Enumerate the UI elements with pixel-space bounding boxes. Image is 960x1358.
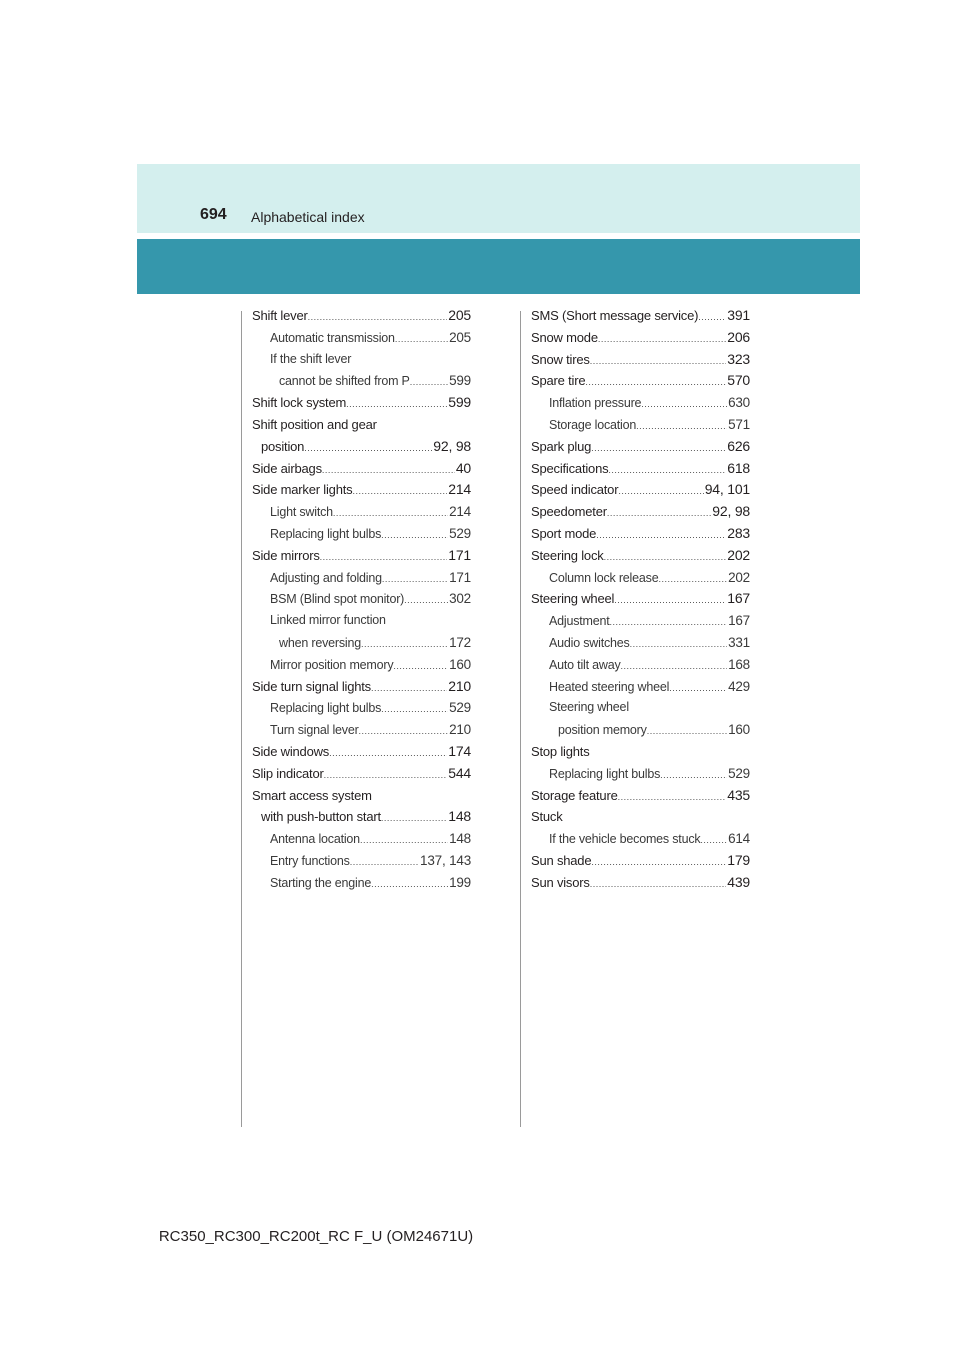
index-entry — [531, 697, 750, 719]
index-entry — [531, 872, 750, 894]
index-entry-label: Side turn signal lights — [252, 678, 371, 694]
index-entry-page: 148 — [448, 808, 471, 825]
index-entry-page: 202 — [727, 546, 750, 563]
index-entry-label: Linked mirror function — [270, 613, 386, 628]
index-entry-label: Replacing light bulbs — [549, 766, 661, 781]
index-entry — [252, 806, 471, 828]
index-entry — [252, 305, 471, 327]
index-entry — [531, 414, 750, 436]
index-entry — [252, 654, 471, 676]
dot-leader — [381, 808, 447, 828]
index-entry — [531, 523, 750, 545]
index-entry-label: cannot be shifted from P — [279, 374, 410, 389]
index-entry — [252, 610, 471, 632]
dot-leader — [608, 460, 726, 480]
index-column-right — [531, 305, 750, 894]
index-entry-page: 92, 98 — [433, 437, 471, 454]
index-entry — [252, 479, 471, 501]
index-entry-page: 167 — [727, 590, 750, 607]
dot-leader — [607, 503, 711, 523]
dot-leader — [395, 329, 448, 349]
index-entry — [531, 763, 750, 785]
index-entry-label: Storage feature — [531, 787, 618, 803]
index-entry — [252, 327, 471, 349]
manual-code-footer: RC350_RC300_RC200t_RC F_U (OM24671U) — [158, 1228, 474, 1245]
index-entry-label: Shift lock system — [252, 395, 347, 411]
dot-leader — [658, 569, 727, 589]
dot-leader — [591, 438, 726, 458]
index-entry-label: Adjustment — [549, 614, 610, 629]
index-entry-label: when reversing — [279, 635, 361, 650]
dot-leader — [371, 678, 447, 698]
index-entry — [531, 370, 750, 392]
index-entry — [531, 501, 750, 523]
index-entry-label: Stop lights — [531, 743, 590, 759]
page-number: 694 — [200, 206, 227, 223]
index-entry-label: Spare tire — [531, 373, 586, 389]
index-entry-label: Sun visors — [531, 874, 590, 890]
index-entry — [531, 458, 750, 480]
index-entry-label: Steering wheel — [549, 700, 629, 715]
index-entry-label: Side windows — [252, 743, 330, 759]
column-rule-left — [241, 311, 242, 1127]
index-entry-label: Automatic transmission — [270, 330, 395, 345]
index-entry — [252, 458, 471, 480]
index-entry — [252, 545, 471, 567]
index-entry-label: Sport mode — [531, 525, 597, 541]
dot-leader — [698, 307, 726, 327]
section-title: Alphabetical index — [251, 209, 365, 225]
dot-leader — [346, 394, 447, 414]
index-entry-label: Entry functions — [270, 853, 350, 868]
index-entry-page: 171 — [448, 546, 471, 563]
dot-leader — [614, 590, 726, 610]
index-entry-page: 205 — [448, 307, 471, 323]
index-entry-label: Replacing light bulbs — [270, 701, 382, 716]
dot-leader — [360, 830, 448, 850]
dot-leader — [382, 569, 448, 589]
index-entry — [252, 850, 471, 872]
index-entry-page: 544 — [448, 764, 471, 781]
dot-leader — [700, 830, 727, 850]
index-entry-page: 599 — [448, 394, 471, 411]
dot-leader — [660, 765, 727, 785]
index-entry-page: 570 — [727, 372, 750, 389]
index-entry-page: 571 — [728, 416, 750, 432]
index-entry-label: SMS (Short message service) — [531, 308, 699, 323]
dot-leader — [361, 634, 448, 654]
index-entry — [252, 697, 471, 719]
index-entry-page: 331 — [728, 634, 750, 650]
index-entry-label: position — [261, 438, 305, 454]
index-entry — [252, 436, 471, 458]
index-entry-label: Storage location — [549, 417, 637, 432]
index-entry-label: Shift lever — [252, 308, 308, 323]
index-entry — [252, 872, 471, 894]
index-entry — [531, 806, 750, 828]
index-entry — [531, 741, 750, 763]
index-entry-page: 302 — [449, 591, 471, 607]
index-entry-label: Stuck — [531, 809, 563, 825]
index-entry-label: Speed indicator — [531, 482, 619, 498]
index-entry-page: 529 — [728, 765, 750, 781]
index-entry-page: 439 — [727, 873, 750, 890]
dot-leader — [410, 372, 448, 392]
index-entry — [531, 610, 750, 632]
index-entry-label: If the shift lever — [270, 351, 352, 366]
index-entry-page: 160 — [728, 722, 750, 738]
index-entry-label: Sun shade — [531, 852, 592, 868]
index-entry-page: 429 — [728, 678, 750, 694]
index-entry-page: 210 — [448, 677, 471, 694]
index-entry-page: 172 — [449, 634, 471, 650]
index-entry — [531, 327, 750, 349]
index-entry-page: 529 — [449, 525, 471, 541]
index-entry — [531, 632, 750, 654]
dot-leader — [590, 351, 727, 371]
index-entry-label: Starting the engine — [270, 875, 372, 890]
index-entry-label: Side marker lights — [252, 482, 353, 498]
index-entry — [252, 349, 471, 371]
index-entry-label: Steering lock — [531, 547, 604, 563]
index-entry-label: Mirror position memory — [270, 657, 394, 672]
index-entry-label: Steering wheel — [531, 591, 615, 607]
index-entry-label: If the vehicle becomes stuck — [549, 832, 701, 847]
index-entry — [252, 828, 471, 850]
index-entry-label: Light switch — [270, 505, 333, 520]
index-entry-page: 168 — [728, 656, 750, 672]
index-entry-page: 391 — [727, 307, 750, 323]
index-entry-page: 618 — [727, 459, 750, 476]
dot-leader — [591, 852, 726, 872]
dot-leader — [636, 416, 727, 436]
header-band — [137, 164, 860, 233]
index-entry — [252, 588, 471, 610]
column-rule-right — [520, 311, 521, 1127]
index-entry-page: 435 — [727, 786, 750, 803]
index-entry-page: 148 — [449, 831, 471, 847]
index-entry-page: 323 — [727, 350, 750, 367]
dot-leader — [329, 743, 447, 763]
index-entry — [531, 305, 750, 327]
index-entry — [252, 567, 471, 589]
index-entry — [531, 785, 750, 807]
index-entry — [531, 850, 750, 872]
dot-leader — [596, 525, 726, 545]
index-entry-label: Snow tires — [531, 351, 590, 367]
index-entry-label: Auto tilt away — [549, 657, 621, 672]
dot-leader — [598, 329, 726, 349]
dot-leader — [647, 721, 727, 741]
index-entry-label: Heated steering wheel — [549, 679, 670, 694]
index-entry-page: 40 — [455, 459, 471, 476]
dot-leader — [393, 656, 448, 676]
index-entry-page: 529 — [449, 700, 471, 716]
index-entry-page: 206 — [727, 328, 750, 345]
index-entry-page: 210 — [449, 722, 471, 738]
index-entry-page: 283 — [727, 524, 750, 541]
dot-leader — [304, 438, 432, 458]
index-entry-page: 167 — [728, 613, 750, 629]
index-entry-label: Shift position and gear — [252, 416, 377, 432]
index-entry — [531, 436, 750, 458]
dot-leader — [404, 590, 448, 610]
dot-leader — [585, 372, 726, 392]
index-entry — [252, 523, 471, 545]
index-entry — [252, 414, 471, 436]
index-entry-label: Speedometer — [531, 504, 607, 520]
index-entry-label: Antenna location — [270, 832, 360, 847]
dot-leader — [669, 678, 727, 698]
dot-leader — [371, 874, 448, 894]
index-entry-page: 174 — [448, 742, 471, 759]
index-entry-page: 137, 143 — [420, 852, 471, 868]
index-entry — [531, 719, 750, 741]
index-entry-label: Snow mode — [531, 329, 598, 345]
index-entry — [252, 501, 471, 523]
dot-leader — [320, 547, 448, 567]
index-entry-label: BSM (Blind spot monitor) — [270, 592, 405, 607]
dot-leader — [610, 612, 728, 632]
dot-leader — [352, 481, 447, 501]
index-entry — [531, 828, 750, 850]
dot-leader — [381, 699, 448, 719]
dot-leader — [618, 787, 727, 807]
index-entry — [531, 588, 750, 610]
dot-leader — [630, 634, 727, 654]
index-entry — [531, 479, 750, 501]
index-entry — [252, 632, 471, 654]
dot-leader — [590, 874, 727, 894]
index-entry-page: 171 — [449, 569, 471, 585]
index-entry-label: position memory — [558, 723, 647, 738]
index-entry-label: Inflation pressure — [549, 396, 642, 411]
index-column-left — [252, 305, 471, 894]
index-entry-label: Column lock release — [549, 570, 659, 585]
dot-leader — [604, 547, 727, 567]
index-entry-page: 199 — [449, 874, 471, 890]
index-entry-label: Adjusting and folding — [270, 570, 382, 585]
index-entry — [531, 392, 750, 414]
dot-leader — [350, 852, 419, 872]
index-entry-page: 599 — [449, 373, 471, 389]
index-entry-page: 160 — [449, 656, 471, 672]
index-entry-label: Smart access system — [252, 787, 372, 803]
index-entry-page: 202 — [728, 569, 750, 585]
dot-leader — [324, 765, 448, 785]
index-entry-page: 179 — [727, 851, 750, 868]
dot-leader — [641, 394, 727, 414]
index-entry — [531, 567, 750, 589]
dot-leader — [333, 503, 448, 523]
index-entry-page: 92, 98 — [712, 503, 750, 520]
index-entry-page: 214 — [449, 504, 471, 520]
index-entry — [252, 370, 471, 392]
dot-leader — [359, 721, 449, 741]
index-entry — [252, 719, 471, 741]
index-entry-page: 630 — [728, 395, 750, 411]
index-entry-label: Side mirrors — [252, 547, 320, 563]
index-entry — [252, 785, 471, 807]
index-entry-page: 626 — [727, 437, 750, 454]
index-entry-label: Turn signal lever — [270, 723, 359, 738]
header-accent-bar — [137, 239, 860, 294]
index-entry-page: 614 — [728, 831, 750, 847]
index-entry-page: 94, 101 — [704, 481, 750, 498]
index-entry-label: Spark plug — [531, 438, 592, 454]
index-entry — [252, 676, 471, 698]
index-entry — [531, 545, 750, 567]
index-entry-label: Replacing light bulbs — [270, 526, 382, 541]
dot-leader — [308, 307, 448, 327]
index-entry-label: with push-button start — [261, 809, 381, 825]
index-entry — [531, 654, 750, 676]
index-entry — [252, 392, 471, 414]
dot-leader — [381, 525, 448, 545]
index-entry-page: 214 — [448, 481, 471, 498]
dot-leader — [621, 656, 728, 676]
index-entry-label: Side airbags — [252, 460, 322, 476]
index-entry-label: Audio switches — [549, 635, 630, 650]
index-entry — [531, 349, 750, 371]
index-entry-label: Slip indicator — [252, 765, 324, 781]
dot-leader — [618, 481, 703, 501]
index-entry-label: Specifications — [531, 460, 609, 476]
index-entry-page: 205 — [449, 329, 471, 345]
index-entry — [252, 741, 471, 763]
index-entry — [531, 676, 750, 698]
dot-leader — [322, 460, 455, 480]
index-entry — [252, 763, 471, 785]
